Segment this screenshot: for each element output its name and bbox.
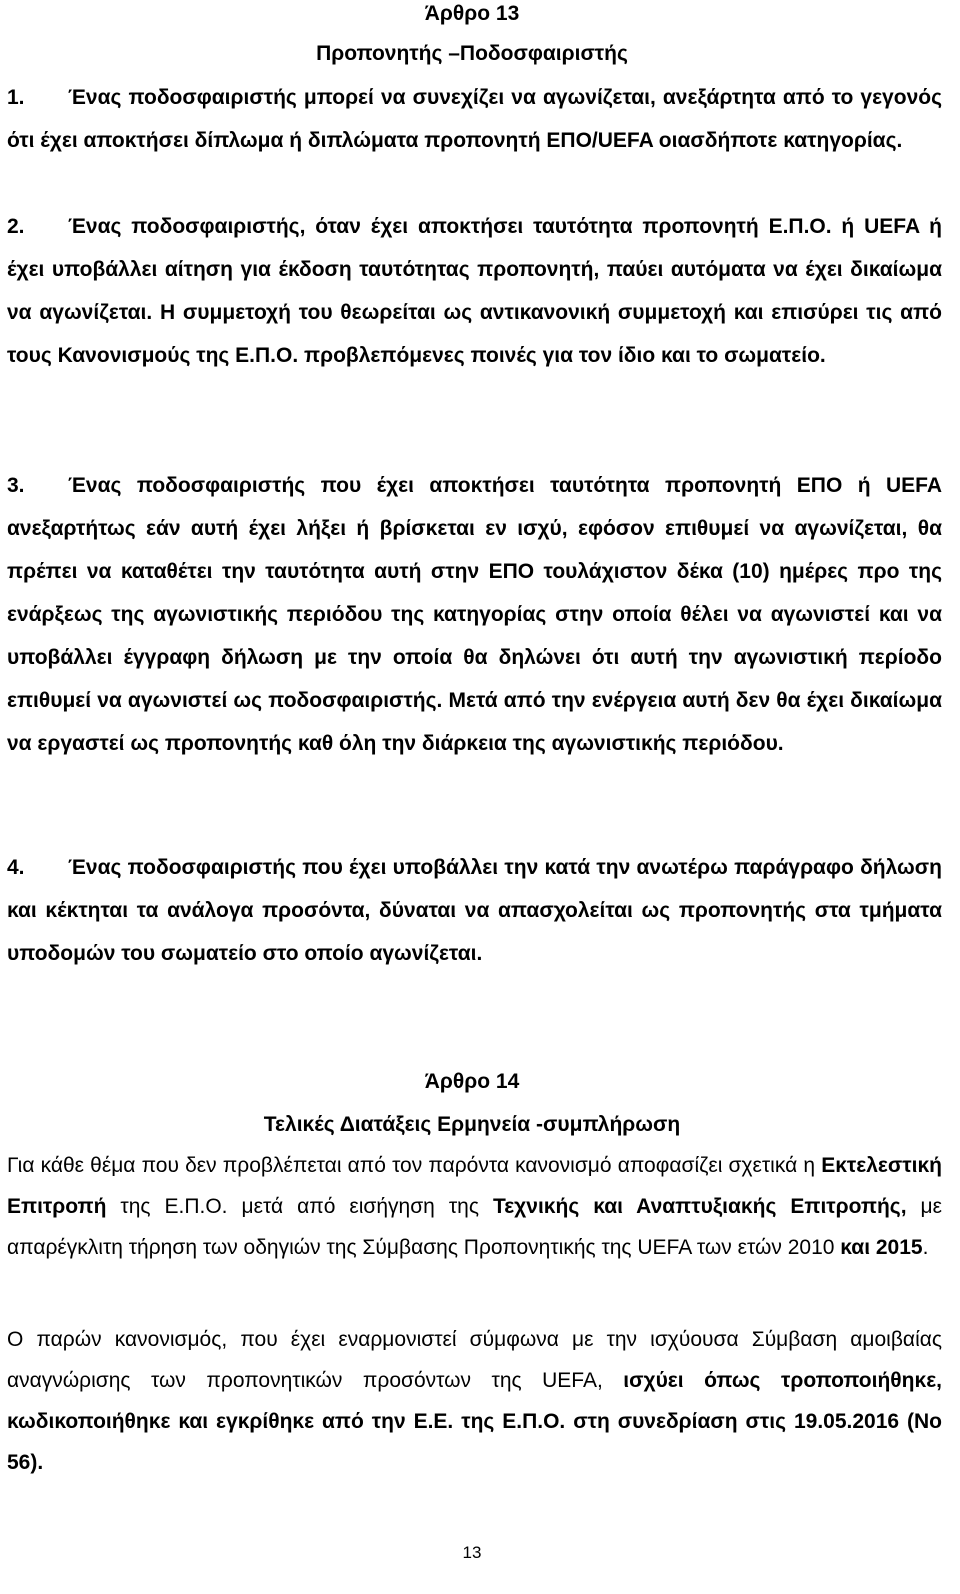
paragraph-text: της Ε.Π.Ο. μετά από εισήγηση της xyxy=(106,1195,493,1218)
article-13-subtitle: Προπονητής –Ποδοσφαιριστής xyxy=(316,42,628,65)
article-13-item-3 xyxy=(7,464,942,765)
validity-statement: ισχύει όπως τροποποιήθηκε, κωδικοποιήθηκε και εγκρίθηκε από την Ε.Ε. της Ε.Π.Ο. στη συνεδρίαση στις 19.05.2016 (Νο 56). xyxy=(7,1369,942,1474)
paragraph-text: . xyxy=(922,1236,929,1259)
article-13-title: Άρθρο 13 xyxy=(424,2,520,25)
article-14-paragraph-1 xyxy=(7,1145,942,1268)
year-2015-text: και 2015 xyxy=(840,1236,923,1259)
item-number: 2. xyxy=(7,215,25,238)
article-14-title: Άρθρο 14 xyxy=(424,1070,520,1093)
item-number: 3. xyxy=(7,474,25,497)
paragraph-text: Για κάθε θέμα που δεν προβλέπεται από τον παρόντα κανονισμό αποφασίζει σχετικά η xyxy=(7,1154,822,1177)
executive-committee-text: Εκτελεστική Επιτροπή xyxy=(7,1154,942,1218)
item-text: Ένας ποδοσφαιριστής που έχει υποβάλλει την κατά την ανωτέρω παράγραφο δήλωση και κέκτηται τα ανάλογα προσόντα, δύναται να απασχολείται ως προπονητής στα τμήματα υποδομών του σωματείο στο οποίο αγωνίζεται. xyxy=(7,856,942,965)
item-number: 1. xyxy=(7,86,25,109)
item-number: 4. xyxy=(7,856,25,879)
item-text: Ένας ποδοσφαιριστής μπορεί να συνεχίζει να αγωνίζεται, ανεξάρτητα από το γεγονός ότι έχει αποκτήσει δίπλωμα ή διπλώματα προπονητή ΕΠΟ/UEFA οιασδήποτε κατηγορίας. xyxy=(7,86,942,152)
article-13-item-4 xyxy=(7,846,942,975)
article-13-item-1 xyxy=(7,76,942,162)
item-text: Ένας ποδοσφαιριστής, όταν έχει αποκτήσει ταυτότητα προπονητή Ε.Π.Ο. ή UEFA ή έχει υποβάλλει αίτηση για έκδοση ταυτότητας προπονητή, παύει αυτόματα να έχει δικαίωμα να αγωνίζεται. Η συμμετοχή του θεωρείται ως αντικανονική συμμετοχή και επισύρει τις από τους Κανονισμούς της Ε.Π.Ο. προβλεπόμενες ποινές για τον ίδιο και το σωματείο. xyxy=(7,215,942,367)
page-number: 13 xyxy=(462,1543,482,1562)
item-text: Ένας ποδοσφαιριστής που έχει αποκτήσει ταυτότητα προπονητή ΕΠΟ ή UEFA ανεξαρτήτως εάν αυτή έχει λήξει ή βρίσκεται εν ισχύ, εφόσον επιθυμεί να αγωνίζεται, θα πρέπει να καταθέτει την ταυτότητα αυτή στην ΕΠΟ τουλάχιστον δέκα (10) ημέρες προ της ενάρξεως της αγωνιστικής περιόδου της κατηγορίας στην οποία θέλει να αγωνιστεί και να υποβάλλει έγγραφη δήλωση με την οποία θα δηλώνει ότι αυτή την αγωνιστική περίοδο επιθυμεί να αγωνιστεί ως ποδοσφαιριστής. Μετά από την ενέργεια αυτή δεν θα έχει δικαίωμα να εργαστεί ως προπονητής καθ όλη την διάρκεια της αγωνιστικής περιόδου. xyxy=(7,474,942,755)
article-14-subtitle: Τελικές Διατάξεις Ερμηνεία -συμπλήρωση xyxy=(263,1113,681,1136)
technical-committee-text: Τεχνικής και Αναπτυξιακής Επιτροπής, xyxy=(492,1195,907,1218)
article-14-paragraph-2 xyxy=(7,1319,942,1483)
paragraph-text: Ο παρών κανονισμός, που έχει εναρμονιστεί σύμφωνα με την ισχύουσα Σύμβαση αμοιβαίας αναγνώρισης των προπονητικών προσόντων της UEFA, xyxy=(7,1328,942,1392)
article-13-item-2 xyxy=(7,205,942,377)
paragraph-text: με απαρέγκλιτη τήρηση των οδηγιών της Σύμβασης Προπονητικής της UEFA των ετών 2010 xyxy=(7,1195,943,1259)
